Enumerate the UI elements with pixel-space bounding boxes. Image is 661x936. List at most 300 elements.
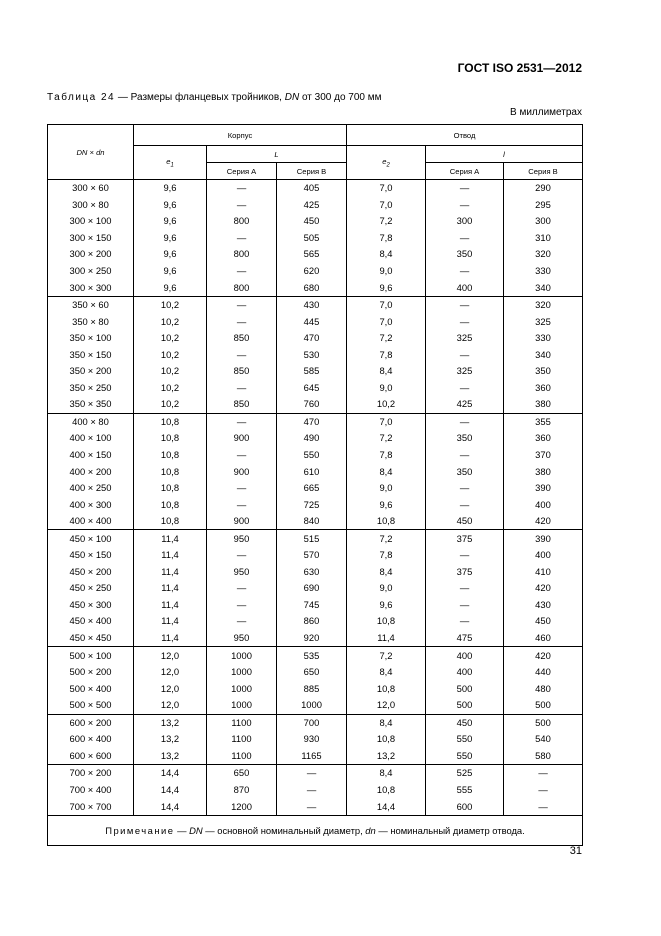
cell-l-series-a: — — [426, 580, 504, 597]
table-row — [48, 731, 583, 748]
cell-dn: 400 × 400 — [48, 513, 134, 530]
cell-L-series-b: 700 — [277, 714, 347, 731]
table-row — [48, 279, 583, 296]
cell-l-series-b: 540 — [504, 731, 583, 748]
cell-L-series-b: 470 — [277, 330, 347, 347]
cell-L-series-b: 490 — [277, 430, 347, 447]
cell-L-series-b: 530 — [277, 346, 347, 363]
cell-e2: 10,8 — [347, 680, 426, 697]
table-row — [48, 714, 583, 731]
cell-l-series-b: 300 — [504, 213, 583, 230]
header-e2-label: $e_2$ — [382, 156, 390, 169]
table-row — [48, 597, 583, 614]
cell-e2: 8,4 — [347, 664, 426, 681]
cell-L-series-a: — — [207, 580, 277, 597]
cell-dn: 300 × 200 — [48, 246, 134, 263]
caption-suffix: от 300 до 700 мм — [299, 92, 382, 103]
table-row — [48, 213, 583, 230]
cell-l-series-a: 300 — [426, 213, 504, 230]
header-l-series-a: Серия А — [426, 163, 504, 180]
note-text-3: — номинальный диаметр отвода. — [375, 824, 525, 836]
cell-L-series-b: — — [277, 782, 347, 799]
cell-e2: 7,8 — [347, 547, 426, 564]
cell-L-series-a: 1000 — [207, 664, 277, 681]
cell-e2: 8,4 — [347, 765, 426, 782]
cell-e1: 11,4 — [134, 564, 207, 581]
cell-dn: 450 × 250 — [48, 580, 134, 597]
cell-L-series-a: 870 — [207, 782, 277, 799]
cell-e2: 9,6 — [347, 496, 426, 513]
cell-l-series-a: — — [426, 613, 504, 630]
page-number: 31 — [569, 845, 582, 857]
note-label: Примечание — [105, 824, 175, 836]
cell-L-series-a: 1100 — [207, 714, 277, 731]
cell-L-series-a: 850 — [207, 363, 277, 380]
cell-L-series-a: — — [207, 346, 277, 363]
cell-L-series-a: — — [207, 380, 277, 397]
cell-l-series-b: 355 — [504, 413, 583, 430]
cell-e1: 10,2 — [134, 363, 207, 380]
cell-L-series-a: 950 — [207, 630, 277, 647]
note-dn: DN — [189, 824, 203, 836]
cell-l-series-b: — — [504, 765, 583, 782]
cell-l-series-b: 460 — [504, 630, 583, 647]
cell-dn: 300 × 60 — [48, 180, 134, 197]
cell-l-series-a: 550 — [426, 748, 504, 765]
table-row — [48, 697, 583, 714]
cell-l-series-a: 350 — [426, 246, 504, 263]
cell-l-series-b: 380 — [504, 396, 583, 413]
cell-L-series-b: 550 — [277, 447, 347, 464]
cell-e2: 11,4 — [347, 630, 426, 647]
cell-l-series-b: 430 — [504, 597, 583, 614]
cell-dn: 350 × 100 — [48, 330, 134, 347]
cell-e2: 8,4 — [347, 714, 426, 731]
cell-e1: 11,4 — [134, 613, 207, 630]
cell-dn: 300 × 300 — [48, 279, 134, 296]
cell-dn: 500 × 200 — [48, 664, 134, 681]
cell-l-series-a: 550 — [426, 731, 504, 748]
cell-e1: 9,6 — [134, 213, 207, 230]
cell-L-series-b: 885 — [277, 680, 347, 697]
cell-e2: 8,4 — [347, 564, 426, 581]
cell-l-series-a: — — [426, 597, 504, 614]
cell-L-series-a: — — [207, 480, 277, 497]
cell-L-series-a: 800 — [207, 213, 277, 230]
cell-e1: 13,2 — [134, 748, 207, 765]
cell-e1: 10,2 — [134, 380, 207, 397]
table-row — [48, 564, 583, 581]
cell-l-series-b: 400 — [504, 547, 583, 564]
cell-dn: 350 × 350 — [48, 396, 134, 413]
table-body — [48, 180, 583, 816]
header-L-series-a: Серия А — [207, 163, 277, 180]
cell-e2: 7,2 — [347, 430, 426, 447]
cell-l-series-b: 330 — [504, 330, 583, 347]
cell-L-series-a: 850 — [207, 396, 277, 413]
table-row — [48, 430, 583, 447]
cell-l-series-a: — — [426, 496, 504, 513]
cell-l-series-a: — — [426, 313, 504, 330]
cell-l-series-b: 340 — [504, 279, 583, 296]
cell-l-series-b: 380 — [504, 463, 583, 480]
cell-l-series-b: 420 — [504, 647, 583, 664]
cell-l-series-a: — — [426, 380, 504, 397]
cell-L-series-a: 1200 — [207, 798, 277, 815]
cell-dn: 600 × 400 — [48, 731, 134, 748]
table-row — [48, 380, 583, 397]
table-row — [48, 513, 583, 530]
cell-e1: 14,4 — [134, 782, 207, 799]
cell-L-series-a: — — [207, 180, 277, 197]
cell-l-series-a: 500 — [426, 680, 504, 697]
table-row — [48, 580, 583, 597]
cell-dn: 400 × 80 — [48, 413, 134, 430]
cell-l-series-a: 475 — [426, 630, 504, 647]
cell-l-series-a: — — [426, 230, 504, 247]
cell-L-series-a: 850 — [207, 330, 277, 347]
cell-e1: 10,8 — [134, 430, 207, 447]
cell-e2: 7,0 — [347, 313, 426, 330]
cell-l-series-a: — — [426, 180, 504, 197]
cell-l-series-a: 400 — [426, 279, 504, 296]
cell-e2: 12,0 — [347, 697, 426, 714]
cell-l-series-a: 325 — [426, 330, 504, 347]
cell-l-series-b: 320 — [504, 246, 583, 263]
cell-e2: 9,0 — [347, 380, 426, 397]
cell-l-series-a: — — [426, 296, 504, 313]
cell-L-series-a: — — [207, 296, 277, 313]
cell-e2: 13,2 — [347, 748, 426, 765]
header-body: Корпус — [134, 125, 347, 146]
cell-l-series-a: 525 — [426, 765, 504, 782]
cell-e1: 11,4 — [134, 530, 207, 547]
cell-l-series-b: 310 — [504, 230, 583, 247]
cell-e2: 9,6 — [347, 597, 426, 614]
cell-L-series-b: 585 — [277, 363, 347, 380]
note-text-2: — основной номинальный диаметр, — [202, 824, 366, 836]
cell-e2: 7,0 — [347, 180, 426, 197]
cell-L-series-a: 900 — [207, 463, 277, 480]
table-row — [48, 496, 583, 513]
cell-e2: 7,2 — [347, 530, 426, 547]
cell-e2: 8,4 — [347, 463, 426, 480]
table-row — [48, 547, 583, 564]
cell-dn: 400 × 100 — [48, 430, 134, 447]
cell-L-series-b: 1000 — [277, 697, 347, 714]
cell-e1: 9,6 — [134, 279, 207, 296]
cell-L-series-a: 800 — [207, 279, 277, 296]
header-e2 — [347, 146, 426, 180]
table-row — [48, 263, 583, 280]
cell-L-series-b: 630 — [277, 564, 347, 581]
cell-e1: 11,4 — [134, 630, 207, 647]
cell-l-series-b: 410 — [504, 564, 583, 581]
cell-dn: 500 × 500 — [48, 697, 134, 714]
cell-e1: 13,2 — [134, 714, 207, 731]
cell-e1: 10,2 — [134, 346, 207, 363]
cell-l-series-b: 480 — [504, 680, 583, 697]
cell-e1: 12,0 — [134, 680, 207, 697]
table-row — [48, 396, 583, 413]
cell-e1: 10,8 — [134, 513, 207, 530]
cell-e2: 10,8 — [347, 613, 426, 630]
cell-e2: 10,8 — [347, 513, 426, 530]
cell-l-series-b: 295 — [504, 197, 583, 214]
table-row — [48, 230, 583, 247]
header-L-series-b: Серия В — [277, 163, 347, 180]
cell-l-series-a: — — [426, 197, 504, 214]
cell-L-series-b: — — [277, 765, 347, 782]
cell-L-series-a: — — [207, 613, 277, 630]
cell-e1: 9,6 — [134, 246, 207, 263]
cell-dn: 350 × 200 — [48, 363, 134, 380]
cell-dn: 600 × 600 — [48, 748, 134, 765]
cell-e2: 10,8 — [347, 782, 426, 799]
header-e1-label: $e_1$ — [166, 156, 174, 169]
cell-e1: 10,8 — [134, 413, 207, 430]
cell-e1: 13,2 — [134, 731, 207, 748]
table-caption — [47, 92, 382, 103]
cell-L-series-b: 930 — [277, 731, 347, 748]
cell-dn: 400 × 200 — [48, 463, 134, 480]
cell-e2: 9,0 — [347, 263, 426, 280]
cell-l-series-b: 400 — [504, 496, 583, 513]
cell-l-series-a: 555 — [426, 782, 504, 799]
cell-L-series-b: 860 — [277, 613, 347, 630]
table-row — [48, 180, 583, 197]
cell-L-series-a: — — [207, 230, 277, 247]
cell-l-series-a: — — [426, 263, 504, 280]
cell-e2: 7,0 — [347, 413, 426, 430]
cell-L-series-b: — — [277, 798, 347, 815]
cell-L-series-b: 760 — [277, 396, 347, 413]
table-row — [48, 346, 583, 363]
cell-e2: 7,0 — [347, 296, 426, 313]
table-note — [48, 815, 583, 845]
cell-l-series-b: 450 — [504, 613, 583, 630]
cell-L-series-b: 570 — [277, 547, 347, 564]
cell-dn: 700 × 700 — [48, 798, 134, 815]
cell-e1: 11,4 — [134, 597, 207, 614]
cell-L-series-a: 1100 — [207, 748, 277, 765]
cell-l-series-b: 350 — [504, 363, 583, 380]
cell-l-series-a: — — [426, 413, 504, 430]
cell-l-series-a: 350 — [426, 430, 504, 447]
cell-L-series-b: 610 — [277, 463, 347, 480]
table-row — [48, 680, 583, 697]
cell-L-series-b: 620 — [277, 263, 347, 280]
table-row — [48, 480, 583, 497]
cell-e2: 7,2 — [347, 213, 426, 230]
table-row — [48, 664, 583, 681]
table-row — [48, 765, 583, 782]
cell-L-series-a: 800 — [207, 246, 277, 263]
cell-e2: 9,6 — [347, 279, 426, 296]
table-row — [48, 782, 583, 799]
cell-dn: 400 × 250 — [48, 480, 134, 497]
cell-L-series-b: 1165 — [277, 748, 347, 765]
cell-l-series-a: 325 — [426, 363, 504, 380]
cell-dn: 450 × 150 — [48, 547, 134, 564]
cell-L-series-b: 645 — [277, 380, 347, 397]
cell-e2: 14,4 — [347, 798, 426, 815]
cell-l-series-b: 390 — [504, 480, 583, 497]
cell-L-series-a: — — [207, 547, 277, 564]
table-row — [48, 413, 583, 430]
cell-l-series-a: — — [426, 447, 504, 464]
cell-dn: 400 × 300 — [48, 496, 134, 513]
cell-e1: 9,6 — [134, 180, 207, 197]
cell-L-series-a: 1100 — [207, 731, 277, 748]
cell-e2: 9,0 — [347, 580, 426, 597]
cell-l-series-b: — — [504, 798, 583, 815]
table-row — [48, 330, 583, 347]
cell-l-series-b: 340 — [504, 346, 583, 363]
cell-L-series-a: 1000 — [207, 647, 277, 664]
cell-L-series-a: — — [207, 197, 277, 214]
cell-l-series-a: 375 — [426, 530, 504, 547]
cell-l-series-b: 360 — [504, 430, 583, 447]
cell-dn: 350 × 150 — [48, 346, 134, 363]
cell-L-series-a: — — [207, 263, 277, 280]
cell-e1: 12,0 — [134, 664, 207, 681]
cell-e1: 11,4 — [134, 580, 207, 597]
cell-L-series-a: — — [207, 313, 277, 330]
cell-L-series-b: 920 — [277, 630, 347, 647]
cell-l-series-b: 325 — [504, 313, 583, 330]
cell-dn: 350 × 60 — [48, 296, 134, 313]
cell-e1: 10,8 — [134, 496, 207, 513]
cell-dn: 300 × 150 — [48, 230, 134, 247]
cell-e1: 10,2 — [134, 396, 207, 413]
cell-L-series-b: 745 — [277, 597, 347, 614]
header-dn-dn: DN × dn — [48, 125, 134, 180]
note-text-1: — — [174, 824, 190, 836]
table-row — [48, 197, 583, 214]
cell-l-series-b: 440 — [504, 664, 583, 681]
cell-l-series-a: 450 — [426, 513, 504, 530]
caption-text: — Размеры фланцевых тройников, — [115, 92, 285, 103]
cell-l-series-b: 330 — [504, 263, 583, 280]
cell-e2: 8,4 — [347, 363, 426, 380]
cell-l-series-a: 600 — [426, 798, 504, 815]
cell-dn: 450 × 450 — [48, 630, 134, 647]
cell-l-series-b: 580 — [504, 748, 583, 765]
cell-e1: 10,8 — [134, 447, 207, 464]
cell-L-series-b: 515 — [277, 530, 347, 547]
cell-L-series-b: 405 — [277, 180, 347, 197]
note-dn-small: dn — [365, 824, 376, 836]
cell-l-series-b: 500 — [504, 697, 583, 714]
cell-L-series-b: 445 — [277, 313, 347, 330]
header-e1 — [134, 146, 207, 180]
table-row — [48, 630, 583, 647]
cell-e1: 9,6 — [134, 197, 207, 214]
cell-L-series-a: 1000 — [207, 680, 277, 697]
cell-L-series-b: 470 — [277, 413, 347, 430]
cell-e1: 10,2 — [134, 330, 207, 347]
cell-dn: 500 × 100 — [48, 647, 134, 664]
cell-L-series-a: 900 — [207, 430, 277, 447]
cell-L-series-a: — — [207, 496, 277, 513]
cell-e1: 9,6 — [134, 263, 207, 280]
cell-dn: 450 × 300 — [48, 597, 134, 614]
cell-L-series-a: 900 — [207, 513, 277, 530]
table-row — [48, 647, 583, 664]
caption-dn: DN — [284, 92, 300, 103]
cell-l-series-b: 420 — [504, 580, 583, 597]
cell-l-series-b: 360 — [504, 380, 583, 397]
cell-dn: 500 × 400 — [48, 680, 134, 697]
cell-e1: 14,4 — [134, 798, 207, 815]
table-row — [48, 463, 583, 480]
cell-e1: 10,8 — [134, 480, 207, 497]
header-l-series-b: Серия В — [504, 163, 583, 180]
cell-dn: 600 × 200 — [48, 714, 134, 731]
cell-e1: 10,2 — [134, 313, 207, 330]
header-l: l — [426, 146, 583, 163]
cell-l-series-a: — — [426, 547, 504, 564]
cell-e2: 8,4 — [347, 246, 426, 263]
header-L: L — [207, 146, 347, 163]
cell-l-series-a: 400 — [426, 664, 504, 681]
cell-e2: 7,0 — [347, 197, 426, 214]
table-row — [48, 530, 583, 547]
cell-L-series-b: 725 — [277, 496, 347, 513]
cell-e1: 9,6 — [134, 230, 207, 247]
caption-prefix: Таблица 24 — [47, 92, 116, 103]
cell-L-series-a: 950 — [207, 564, 277, 581]
cell-e1: 10,2 — [134, 296, 207, 313]
cell-L-series-b: 565 — [277, 246, 347, 263]
cell-L-series-a: — — [207, 597, 277, 614]
cell-L-series-b: 430 — [277, 296, 347, 313]
cell-e2: 7,8 — [347, 447, 426, 464]
units-label: В миллиметрах — [510, 107, 582, 118]
cell-e2: 10,2 — [347, 396, 426, 413]
cell-dn: 700 × 200 — [48, 765, 134, 782]
cell-e1: 11,4 — [134, 547, 207, 564]
cell-dn: 350 × 250 — [48, 380, 134, 397]
cell-L-series-b: 425 — [277, 197, 347, 214]
cell-dn: 700 × 400 — [48, 782, 134, 799]
table-row — [48, 363, 583, 380]
cell-L-series-b: 650 — [277, 664, 347, 681]
cell-l-series-b: 290 — [504, 180, 583, 197]
cell-l-series-b: 420 — [504, 513, 583, 530]
cell-dn: 400 × 150 — [48, 447, 134, 464]
cell-L-series-a: 650 — [207, 765, 277, 782]
cell-l-series-b: — — [504, 782, 583, 799]
cell-dn: 450 × 400 — [48, 613, 134, 630]
cell-l-series-b: 500 — [504, 714, 583, 731]
header-branch: Отвод — [347, 125, 583, 146]
cell-e1: 10,8 — [134, 463, 207, 480]
cell-e1: 12,0 — [134, 647, 207, 664]
cell-L-series-a: 1000 — [207, 697, 277, 714]
cell-l-series-a: 375 — [426, 564, 504, 581]
cell-l-series-a: 500 — [426, 697, 504, 714]
table-row — [48, 447, 583, 464]
cell-l-series-a: 400 — [426, 647, 504, 664]
cell-l-series-a: 350 — [426, 463, 504, 480]
cell-l-series-b: 390 — [504, 530, 583, 547]
cell-e2: 9,0 — [347, 480, 426, 497]
cell-dn: 300 × 250 — [48, 263, 134, 280]
table-row — [48, 798, 583, 815]
table-row — [48, 246, 583, 263]
